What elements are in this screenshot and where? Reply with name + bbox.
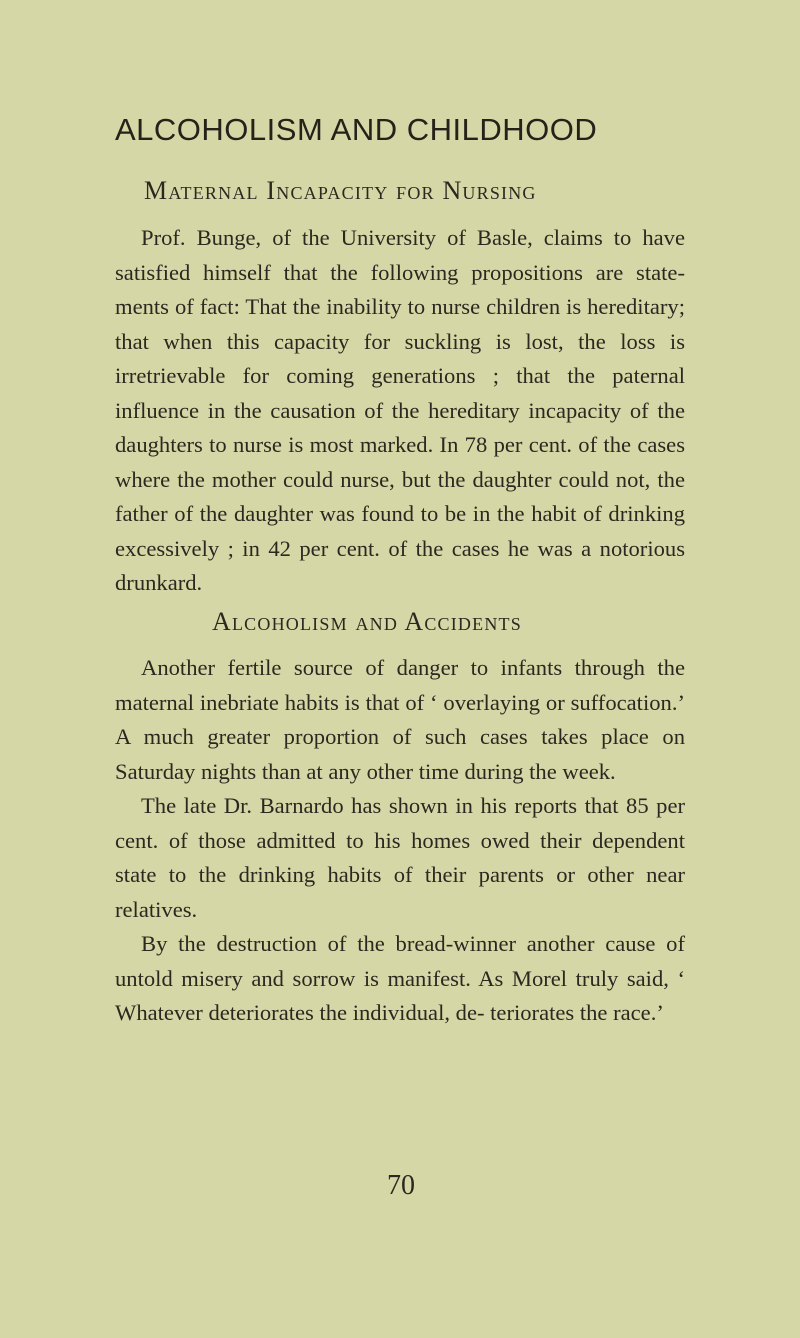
paragraph: Prof. Bunge, of the University of Basle, claims to have satisfied himself that the following propositions are state- ments of fact: That the inability to nurse children is hereditary; that when this capacity for suckling is lost, the loss is irretrievable for coming generations ; that the paternal influence in the causation of the hereditary incapacity of the daughters to nurse is most marked. In 78 per cent. of the cases where the mother could nurse, but the daughter could not, the father of the daughter was found to be in the habit of drinking excessively ; in 42 per cent. of the cases he was a notorious drunkard. (115, 225, 685, 595)
section-body-alcoholism-accidents (115, 651, 685, 1031)
paragraph: The late Dr. Barnardo has shown in his reports that 85 per cent. of those admitted to his homes owed their dependent state to the drinking habits of their parents or other near relatives. (115, 793, 685, 922)
paragraph: Another fertile source of danger to infants through the maternal inebriate habits is that of ‘ overlaying or suffocation.’ A much greater proportion of such cases takes place on Saturday nights than at any other time during the week. (115, 655, 685, 784)
running-head: ALCOHOLISM AND CHILDHOOD (115, 112, 598, 147)
section-body-maternal-incapacity (115, 221, 685, 601)
paragraph: By the destruction of the bread-winner another cause of untold misery and sorrow is manifest. As Morel truly said, ‘ Whatever deteriorates the individual, de- teriorates the race.’ (115, 931, 685, 1025)
page-number: 70 (387, 1170, 415, 1201)
section-heading-alcoholism-accidents: Alcoholism and Accidents (212, 607, 522, 636)
section-heading-maternal-incapacity: Maternal Incapacity for Nursing (144, 176, 537, 205)
